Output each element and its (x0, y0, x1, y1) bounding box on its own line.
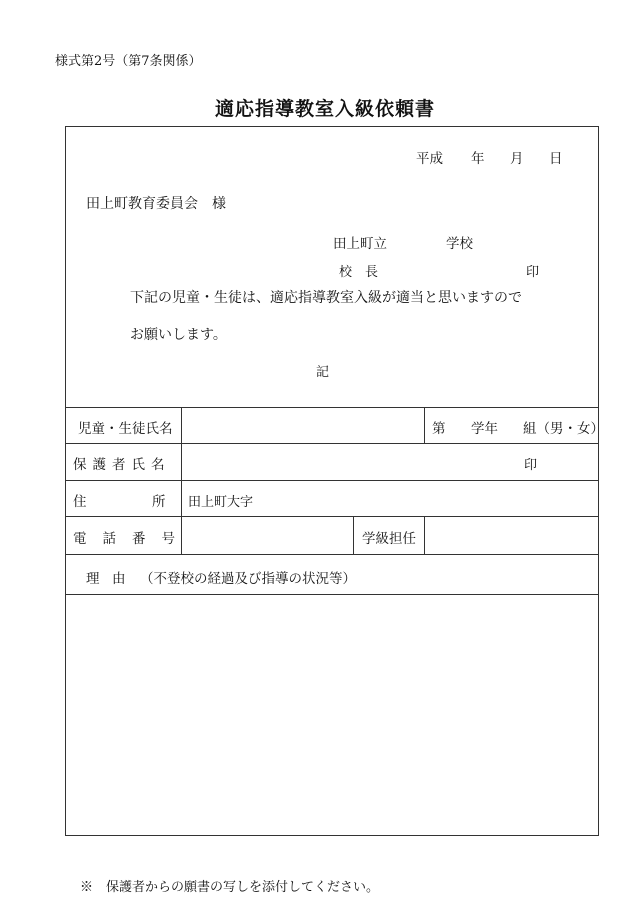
address-value: 田上町大字 (188, 495, 254, 510)
row-divider-2 (65, 480, 599, 481)
row-divider-4 (65, 554, 599, 555)
address-label-2: 所 (152, 494, 166, 510)
reason-label-1: 理 (86, 571, 100, 587)
student-name-field[interactable] (183, 409, 422, 442)
homeroom-field[interactable] (426, 518, 597, 553)
form-number: 様式第2号（第7条関係） (55, 54, 202, 69)
school-prefix: 田上町立 (333, 236, 387, 252)
date-month-unit: 月 (510, 151, 524, 167)
homeroom-right-divider (424, 516, 425, 554)
ki-label: 記 (316, 365, 330, 380)
school-suffix: 学校 (446, 236, 473, 252)
footnote: ※ 保護者からの願書の写しを添付してください。 (80, 880, 380, 895)
request-line-2: お願いします。 (130, 327, 227, 343)
request-line-1: 下記の児童・生徒は、適応指導教室入級が適当と思いますので (130, 290, 522, 306)
row-divider-1 (65, 443, 599, 444)
phone-field[interactable] (183, 518, 351, 553)
guardian-label: 保護者氏名 (73, 457, 171, 473)
address-label-1: 住 (73, 494, 87, 510)
date-era: 平成 (416, 151, 443, 167)
homeroom-label: 学級担任 (362, 531, 416, 547)
reason-hint: （不登校の経過及び指導の状況等） (140, 571, 356, 587)
date-day-unit: 日 (549, 151, 563, 167)
principal-label: 校 長 (339, 265, 379, 280)
grade-column-divider (424, 407, 425, 443)
guardian-seal: 印 (524, 458, 538, 473)
phone-label: 電話番号 (73, 531, 191, 547)
addressee: 田上町教育委員会 様 (86, 196, 226, 212)
reason-field[interactable] (67, 596, 597, 834)
homeroom-left-divider (353, 516, 354, 554)
date-year-unit: 年 (471, 151, 485, 167)
grade-unit: 学年 (471, 421, 498, 437)
student-name-label: 児童・生徒氏名 (78, 421, 173, 437)
principal-seal: 印 (526, 265, 540, 280)
grade-prefix: 第 (432, 421, 446, 437)
table-top-line (65, 407, 599, 408)
row-divider-5 (65, 594, 599, 595)
document-title: 適応指導教室入級依頼書 (215, 98, 436, 120)
row-divider-3 (65, 516, 599, 517)
class-gender: 組（男・女） (523, 421, 604, 437)
reason-label-2: 由 (112, 571, 126, 587)
